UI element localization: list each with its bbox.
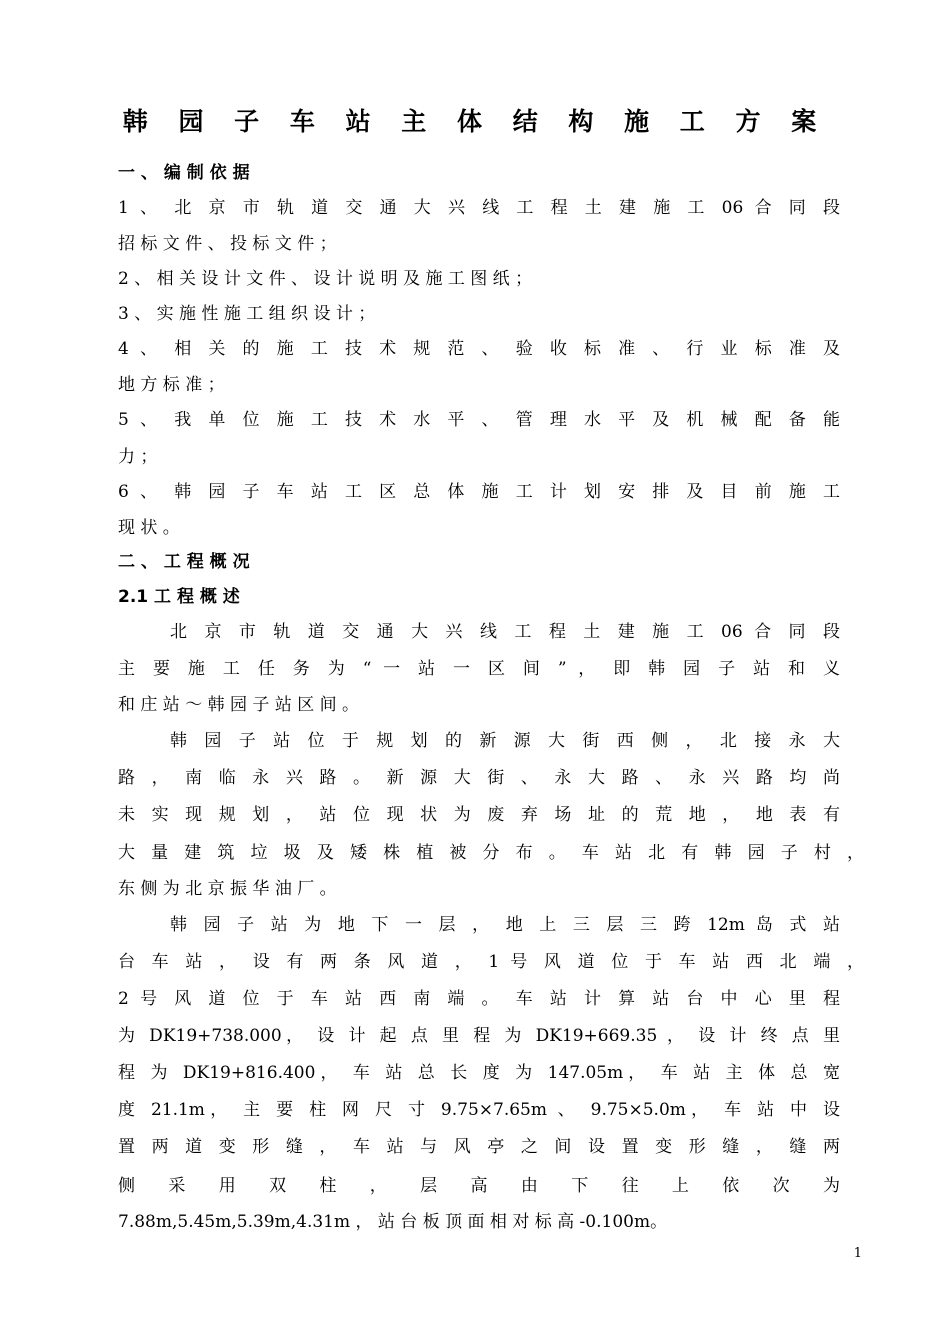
text-line: 地 方 标 准 ；	[118, 375, 225, 395]
paragraph-line: 和 庄 站 ～ 韩 园 子 站 区 间 。	[118, 695, 360, 715]
paragraph-line: 未 实 现 规 划 ， 站 位 现 状 为 废 弃 场 址 的 荒 地 ， 地 表 有	[118, 805, 840, 825]
text-line: 2 、 相 关 设 计 文 件 、 设 计 说 明 及 施 工 图 纸 ；	[118, 269, 533, 289]
text-line: 4 、 相 关 的 施 工 技 术 规 范 、 验 收 标 准 、 行 业 标 准 及	[118, 339, 840, 359]
section-heading-basis: 一 、 编 制 依 据	[118, 163, 250, 183]
paragraph-line: 韩 园 子 站 为 地 下 一 层 ， 地 上 三 层 三 跨 12m 岛 式 站	[170, 915, 840, 935]
text-line: 5 、 我 单 位 施 工 技 术 水 平 、 管 理 水 平 及 机 械 配 备 能	[118, 410, 840, 430]
paragraph-line: 2 号 风 道 位 于 车 站 西 南 端 。 车 站 计 算 站 台 中 心 里 程	[118, 989, 840, 1009]
paragraph-line: 侧 采 用 双 柱 ， 层 高 由 下 往 上 依 次 为	[118, 1176, 840, 1196]
subsection-heading: 2.1 工 程 概 述	[118, 587, 240, 607]
paragraph-line: 北 京 市 轨 道 交 通 大 兴 线 工 程 土 建 施 工 06 合 同 段	[170, 622, 840, 642]
text-line: 力 ；	[118, 447, 158, 467]
paragraph-line: 东 侧 为 北 京 振 华 油 厂 。	[118, 879, 337, 899]
section-heading-overview: 二 、 工 程 概 况	[118, 552, 250, 572]
text-line: 招 标 文 件 、 投 标 文 件 ；	[118, 234, 337, 254]
paragraph-line: 大 量 建 筑 垃 圾 及 矮 株 植 被 分 布 。 车 站 北 有 韩 园 子 村 ，	[118, 843, 864, 863]
paragraph-line: 韩 园 子 站 位 于 规 划 的 新 源 大 街 西 侧 ， 北 接 永 大	[170, 731, 840, 751]
text-line: 1 、 北 京 市 轨 道 交 通 大 兴 线 工 程 土 建 施 工 06 合 同 段	[118, 198, 840, 218]
page-number: 1	[853, 1246, 862, 1261]
text-line: 3 、 实 施 性 施 工 组 织 设 计 ；	[118, 304, 376, 324]
paragraph-line: 台 车 站 ， 设 有 两 条 风 道 ， 1 号 风 道 位 于 车 站 西 北 端 ，	[118, 952, 864, 972]
paragraph-line: 程 为 DK19+816.400， 车 站 总 长 度 为 147.05m， 车 站 主 体 总 宽	[118, 1063, 840, 1083]
paragraph-line: 度 21.1m， 主 要 柱 网 尺 寸 9.75×7.65m 、 9.75×5.0m， 车 站 中 设	[118, 1100, 840, 1120]
paragraph-line: 主 要 施 工 任 务 为 “ 一 站 一 区 间 ” ， 即 韩 园 子 站 和 义	[118, 659, 840, 679]
paragraph-line: 置 两 道 变 形 缝 ， 车 站 与 风 亭 之 间 设 置 变 形 缝 ， 缝 两	[118, 1137, 840, 1157]
document-title: 韩 园 子 车 站 主 体 结 构 施 工 方 案	[122, 107, 828, 136]
text-line: 6 、 韩 园 子 车 站 工 区 总 体 施 工 计 划 安 排 及 目 前 施 工	[118, 482, 840, 502]
paragraph-line: 路 ， 南 临 永 兴 路 。 新 源 大 街 、 永 大 路 、 永 兴 路 均 尚	[118, 768, 840, 788]
paragraph-line: 为 DK19+738.000， 设 计 起 点 里 程 为 DK19+669.35 ， 设 计 终 点 里	[118, 1026, 840, 1046]
text-line: 现 状 。	[118, 518, 180, 538]
paragraph-line: 7.88m,5.45m,5.39m,4.31m ， 站 台 板 顶 面 相 对 标 高 -0.100m。	[118, 1212, 668, 1232]
